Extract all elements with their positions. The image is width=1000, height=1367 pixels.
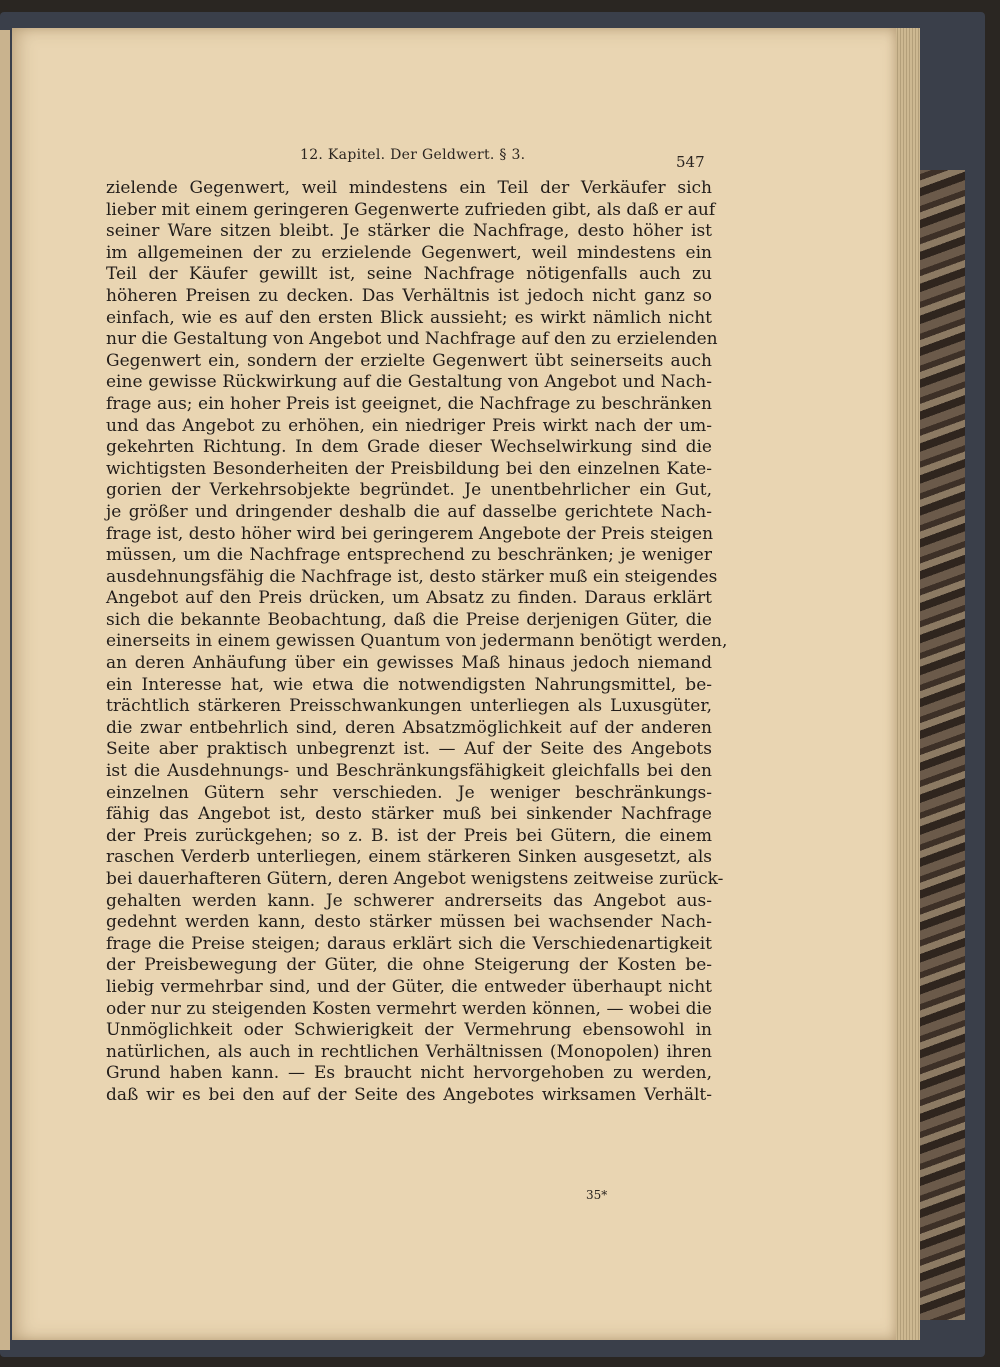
text-line: trächtlich stärkeren Preisschwankungen unterliegen als Luxusgüter,: [106, 696, 712, 717]
text-line: Angebot auf den Preis drücken, um Absatz zu finden. Daraus erklärt: [106, 588, 712, 609]
text-line: Grund haben kann. — Es braucht nicht hervorgehoben zu werden,: [106, 1063, 712, 1084]
body-text: [106, 178, 728, 1107]
text-line: sich die bekannte Beobachtung, daß die Preise derjenigen Güter, die: [106, 609, 712, 630]
text-line: daß wir es bei den auf der Seite des Angebotes wirksamen Verhält-: [106, 1084, 712, 1105]
text-line: der Preisbewegung der Güter, die ohne Steigerung der Kosten be-: [106, 955, 712, 976]
text-line: frage aus; ein hoher Preis ist geeignet, die Nachfrage zu beschränken: [106, 393, 712, 414]
text-line: ausdehnungsfähig die Nachfrage ist, desto stärker muß ein steigendes: [106, 566, 718, 587]
text-line: und das Angebot zu erhöhen, ein niedriger Preis wirkt nach der um-: [106, 415, 712, 436]
text-line: zielende Gegenwert, weil mindestens ein Teil der Verkäufer sich: [106, 178, 712, 198]
left-page-edge: [0, 30, 10, 1350]
text-line: frage die Preise steigen; daraus erklärt sich die Verschiedenartigkeit: [106, 933, 712, 954]
text-line: Seite aber praktisch unbegrenzt ist. — Auf der Seite des Angebots: [106, 739, 712, 760]
text-line: raschen Verderb unterliegen, einem stärkeren Sinken ausgesetzt, als: [106, 847, 712, 868]
text-line: bei dauerhafteren Gütern, deren Angebot wenigstens zeitweise zurück-: [106, 869, 724, 889]
text-line: je größer und dringender deshalb die auf dasselbe gerichtete Nach-: [106, 501, 712, 522]
text-line: oder nur zu steigenden Kosten vermehrt werden können, — wobei die: [106, 998, 712, 1019]
text-line: gedehnt werden kann, desto stärker müssen bei wachsender Nach-: [106, 912, 712, 933]
text-line: nur die Gestaltung von Angebot und Nachfrage auf den zu erzielenden: [106, 329, 718, 350]
text-line: im allgemeinen der zu erzielende Gegenwert, weil mindestens ein: [106, 242, 712, 263]
text-line: Unmöglichkeit oder Schwierigkeit der Vermehrung ebensowohl in: [106, 1020, 712, 1041]
text-line: an deren Anhäufung über ein gewisses Maß hinaus jedoch niemand: [106, 653, 712, 674]
text-line: der Preis zurückgehen; so z. B. ist der Preis bei Gütern, die einem: [106, 825, 712, 846]
signature-mark: 35*: [586, 1188, 608, 1202]
text-line: ein Interesse hat, wie etwa die notwendigsten Nahrungsmittel, be-: [106, 674, 712, 695]
running-head: 12. Kapitel. Der Geldwert. § 3.: [300, 147, 526, 163]
text-line: einzelnen Gütern sehr verschieden. Je weniger beschränkungs-: [106, 782, 712, 803]
text-line: fähig das Angebot ist, desto stärker muß bei sinkender Nachfrage: [106, 804, 712, 825]
text-line: lieber mit einem geringeren Gegenwerte zufrieden gibt, als daß er auf: [106, 199, 716, 220]
text-line: frage ist, desto höher wird bei geringerem Angebote der Preis steigen: [106, 523, 714, 544]
text-line: natürlichen, als auch in rechtlichen Verhältnissen (Monopolen) ihren: [106, 1041, 712, 1062]
text-line: ist die Ausdehnungs- und Beschränkungsfähigkeit gleichfalls bei den: [106, 761, 712, 782]
text-line: eine gewisse Rückwirkung auf die Gestaltung von Angebot und Nach-: [106, 372, 712, 393]
page-number: 547: [676, 153, 705, 171]
text-line: liebig vermehrbar sind, und der Güter, die entweder überhaupt nicht: [106, 976, 712, 997]
text-line: gehalten werden kann. Je schwerer andrerseits das Angebot aus-: [106, 890, 712, 911]
text-line: Gegenwert ein, sondern der erzielte Gegenwert übt seinerseits auch: [106, 350, 712, 371]
text-line: gorien der Verkehrsobjekte begründet. Je unentbehrlicher ein Gut,: [106, 480, 712, 501]
text-line: die zwar entbehrlich sind, deren Absatzmöglichkeit auf der anderen: [106, 717, 712, 738]
text-line: einfach, wie es auf den ersten Blick aussieht; es wirkt nämlich nicht: [106, 307, 712, 328]
text-line: einerseits in einem gewissen Quantum von jedermann benötigt werden,: [106, 631, 728, 652]
text-line: Teil der Käufer gewillt ist, seine Nachfrage nötigenfalls auch zu: [106, 264, 712, 285]
text-line: seiner Ware sitzen bleibt. Je stärker die Nachfrage, desto höher ist: [106, 221, 712, 242]
text-line: gekehrten Richtung. In dem Grade dieser Wechselwirkung sind die: [106, 437, 712, 458]
text-line: höheren Preisen zu decken. Das Verhältnis ist jedoch nicht ganz so: [106, 285, 712, 306]
text-line: müssen, um die Nachfrage entsprechend zu beschränken; je weniger: [106, 545, 712, 566]
text-line: wichtigsten Besonderheiten der Preisbildung bei den einzelnen Kate-: [106, 458, 712, 479]
